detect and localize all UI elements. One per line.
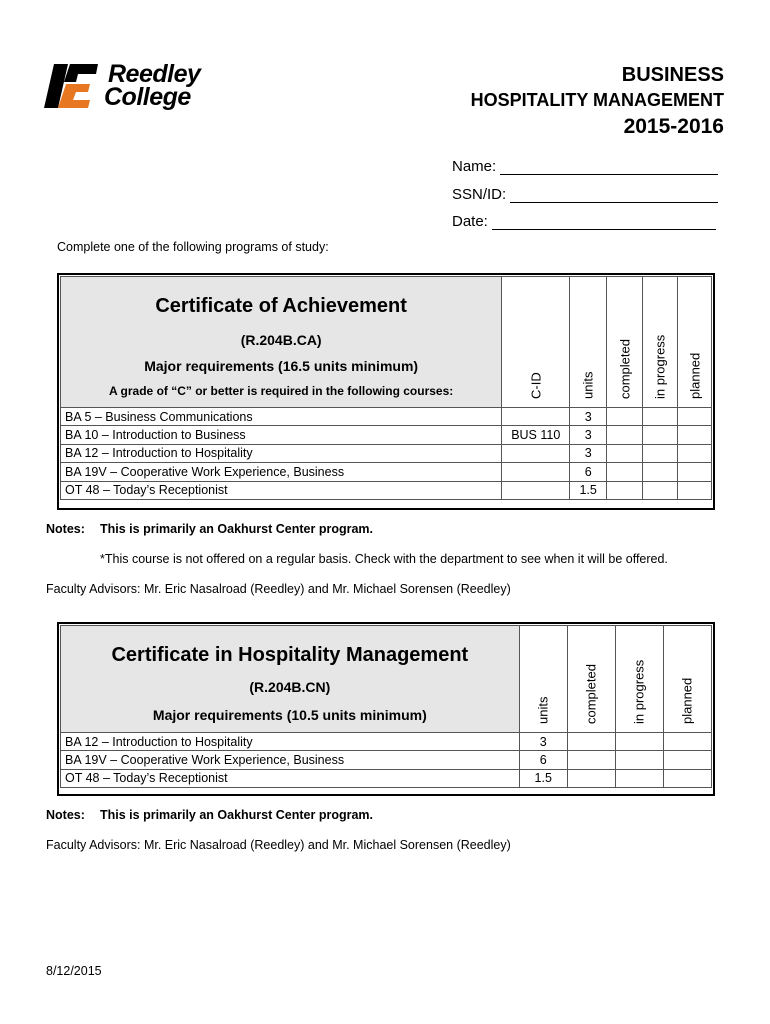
in-progress-cell[interactable] bbox=[615, 751, 663, 769]
col-label: planned bbox=[687, 352, 703, 399]
cert2-col-units bbox=[519, 626, 567, 733]
cert1-col-completed bbox=[607, 277, 643, 408]
cert1-advisors: Faculty Advisors: Mr. Eric Nasalroad (Reedley) and Mr. Michael Sorensen (Reedley) bbox=[46, 582, 511, 596]
units-cell: 3 bbox=[570, 408, 607, 426]
logo-mark-icon bbox=[44, 64, 100, 110]
date-label: Date: bbox=[452, 213, 488, 230]
col-label: in progress bbox=[631, 659, 647, 724]
planned-cell[interactable] bbox=[678, 408, 712, 426]
completed-cell[interactable] bbox=[607, 481, 643, 499]
cert2-col-in-progress bbox=[615, 626, 663, 733]
reedley-college-logo bbox=[44, 62, 244, 112]
logo-text-college: College bbox=[104, 83, 191, 111]
table-row bbox=[61, 408, 712, 426]
col-label: completed bbox=[583, 664, 599, 724]
cid-cell bbox=[502, 463, 570, 481]
course-name: BA 5 – Business Communications bbox=[61, 408, 502, 426]
units-cell: 6 bbox=[570, 463, 607, 481]
in-progress-cell[interactable] bbox=[615, 769, 663, 787]
cert2-notes: This is primarily an Oakhurst Center program. bbox=[100, 808, 373, 822]
in-progress-cell[interactable] bbox=[643, 426, 678, 444]
completed-cell[interactable] bbox=[607, 463, 643, 481]
intro-text: Complete one of the following programs of study: bbox=[57, 240, 329, 254]
planned-cell[interactable] bbox=[678, 444, 712, 462]
year-title: 2015-2016 bbox=[623, 115, 724, 138]
col-label: in progress bbox=[652, 334, 668, 399]
completed-cell[interactable] bbox=[607, 444, 643, 462]
cert2-title: Certificate in Hospitality Management bbox=[111, 644, 469, 666]
name-line[interactable] bbox=[500, 160, 718, 175]
cert2-col-planned bbox=[663, 626, 711, 733]
col-label: planned bbox=[679, 677, 695, 724]
name-field[interactable] bbox=[452, 158, 718, 175]
ssn-label: SSN/ID: bbox=[452, 186, 507, 203]
in-progress-cell[interactable] bbox=[643, 481, 678, 499]
table-row bbox=[61, 463, 712, 481]
table-row bbox=[61, 444, 712, 462]
program-title: HOSPITALITY MANAGEMENT bbox=[470, 90, 724, 110]
units-cell: 1.5 bbox=[570, 481, 607, 499]
dept-title: BUSINESS bbox=[621, 64, 724, 86]
cert2-table bbox=[60, 625, 712, 788]
course-name: BA 19V – Cooperative Work Experience, Business bbox=[61, 751, 520, 769]
planned-cell[interactable] bbox=[663, 769, 711, 787]
units-cell: 3 bbox=[570, 444, 607, 462]
cert2-advisors: Faculty Advisors: Mr. Eric Nasalroad (Reedley) and Mr. Michael Sorensen (Reedley) bbox=[46, 838, 511, 852]
units-cell: 6 bbox=[519, 751, 567, 769]
cert2-requirements: Major requirements (10.5 units minimum) bbox=[152, 707, 427, 723]
completed-cell[interactable] bbox=[607, 426, 643, 444]
col-label: C-ID bbox=[528, 372, 544, 399]
in-progress-cell[interactable] bbox=[643, 408, 678, 426]
table-row bbox=[61, 733, 712, 751]
in-progress-cell[interactable] bbox=[615, 733, 663, 751]
date-line[interactable] bbox=[492, 215, 716, 230]
course-name: BA 10 – Introduction to Business bbox=[61, 426, 502, 444]
cert1-col-in-progress bbox=[643, 277, 678, 408]
cert1-heading bbox=[61, 277, 502, 408]
course-name: BA 12 – Introduction to Hospitality bbox=[61, 733, 520, 751]
table-row bbox=[61, 426, 712, 444]
cert1-title: Certificate of Achievement bbox=[155, 295, 407, 317]
cert1-footnote: *This course is not offered on a regular basis. Check with the department to see when it will be offered. bbox=[100, 552, 668, 566]
cid-cell bbox=[502, 481, 570, 499]
units-cell: 3 bbox=[519, 733, 567, 751]
cert2-col-completed bbox=[567, 626, 615, 733]
name-label: Name: bbox=[452, 158, 497, 175]
cert2-notes-label: Notes: bbox=[46, 808, 85, 822]
in-progress-cell[interactable] bbox=[643, 463, 678, 481]
units-cell: 3 bbox=[570, 426, 607, 444]
date-field[interactable] bbox=[452, 213, 716, 230]
table-row bbox=[61, 751, 712, 769]
cert2-code: (R.204B.CN) bbox=[249, 679, 331, 695]
col-label: completed bbox=[617, 339, 633, 399]
cid-cell: BUS 110 bbox=[502, 426, 570, 444]
cert1-grade-note: A grade of “C” or better is required in the following courses: bbox=[109, 384, 454, 398]
in-progress-cell[interactable] bbox=[643, 444, 678, 462]
course-name: BA 12 – Introduction to Hospitality bbox=[61, 444, 502, 462]
planned-cell[interactable] bbox=[678, 463, 712, 481]
table-row bbox=[61, 769, 712, 787]
col-label: units bbox=[580, 371, 596, 399]
col-label: units bbox=[535, 696, 551, 724]
cert1-notes-label: Notes: bbox=[46, 522, 85, 536]
course-name: OT 48 – Today’s Receptionist bbox=[61, 481, 502, 499]
planned-cell[interactable] bbox=[678, 481, 712, 499]
table-row bbox=[61, 481, 712, 499]
cid-cell bbox=[502, 408, 570, 426]
completed-cell[interactable] bbox=[567, 733, 615, 751]
cert1-col-cid bbox=[502, 277, 570, 408]
cert1-requirements: Major requirements (16.5 units minimum) bbox=[144, 358, 419, 374]
completed-cell[interactable] bbox=[567, 751, 615, 769]
ssn-line[interactable] bbox=[510, 188, 718, 203]
cert1-col-units bbox=[570, 277, 607, 408]
planned-cell[interactable] bbox=[663, 733, 711, 751]
cert1-table bbox=[60, 276, 712, 500]
cert1-code: (R.204B.CA) bbox=[240, 332, 322, 348]
completed-cell[interactable] bbox=[607, 408, 643, 426]
planned-cell[interactable] bbox=[663, 751, 711, 769]
completed-cell[interactable] bbox=[567, 769, 615, 787]
course-name: OT 48 – Today’s Receptionist bbox=[61, 769, 520, 787]
ssn-field[interactable] bbox=[452, 186, 718, 203]
cert1-notes: This is primarily an Oakhurst Center program. bbox=[100, 522, 373, 536]
planned-cell[interactable] bbox=[678, 426, 712, 444]
footer-date: 8/12/2015 bbox=[46, 964, 102, 978]
cert2-heading bbox=[61, 626, 520, 733]
cert1-col-planned bbox=[678, 277, 712, 408]
units-cell: 1.5 bbox=[519, 769, 567, 787]
cid-cell bbox=[502, 444, 570, 462]
logo-text-reedley: Reedley bbox=[108, 60, 201, 88]
course-name: BA 19V – Cooperative Work Experience, Business bbox=[61, 463, 502, 481]
